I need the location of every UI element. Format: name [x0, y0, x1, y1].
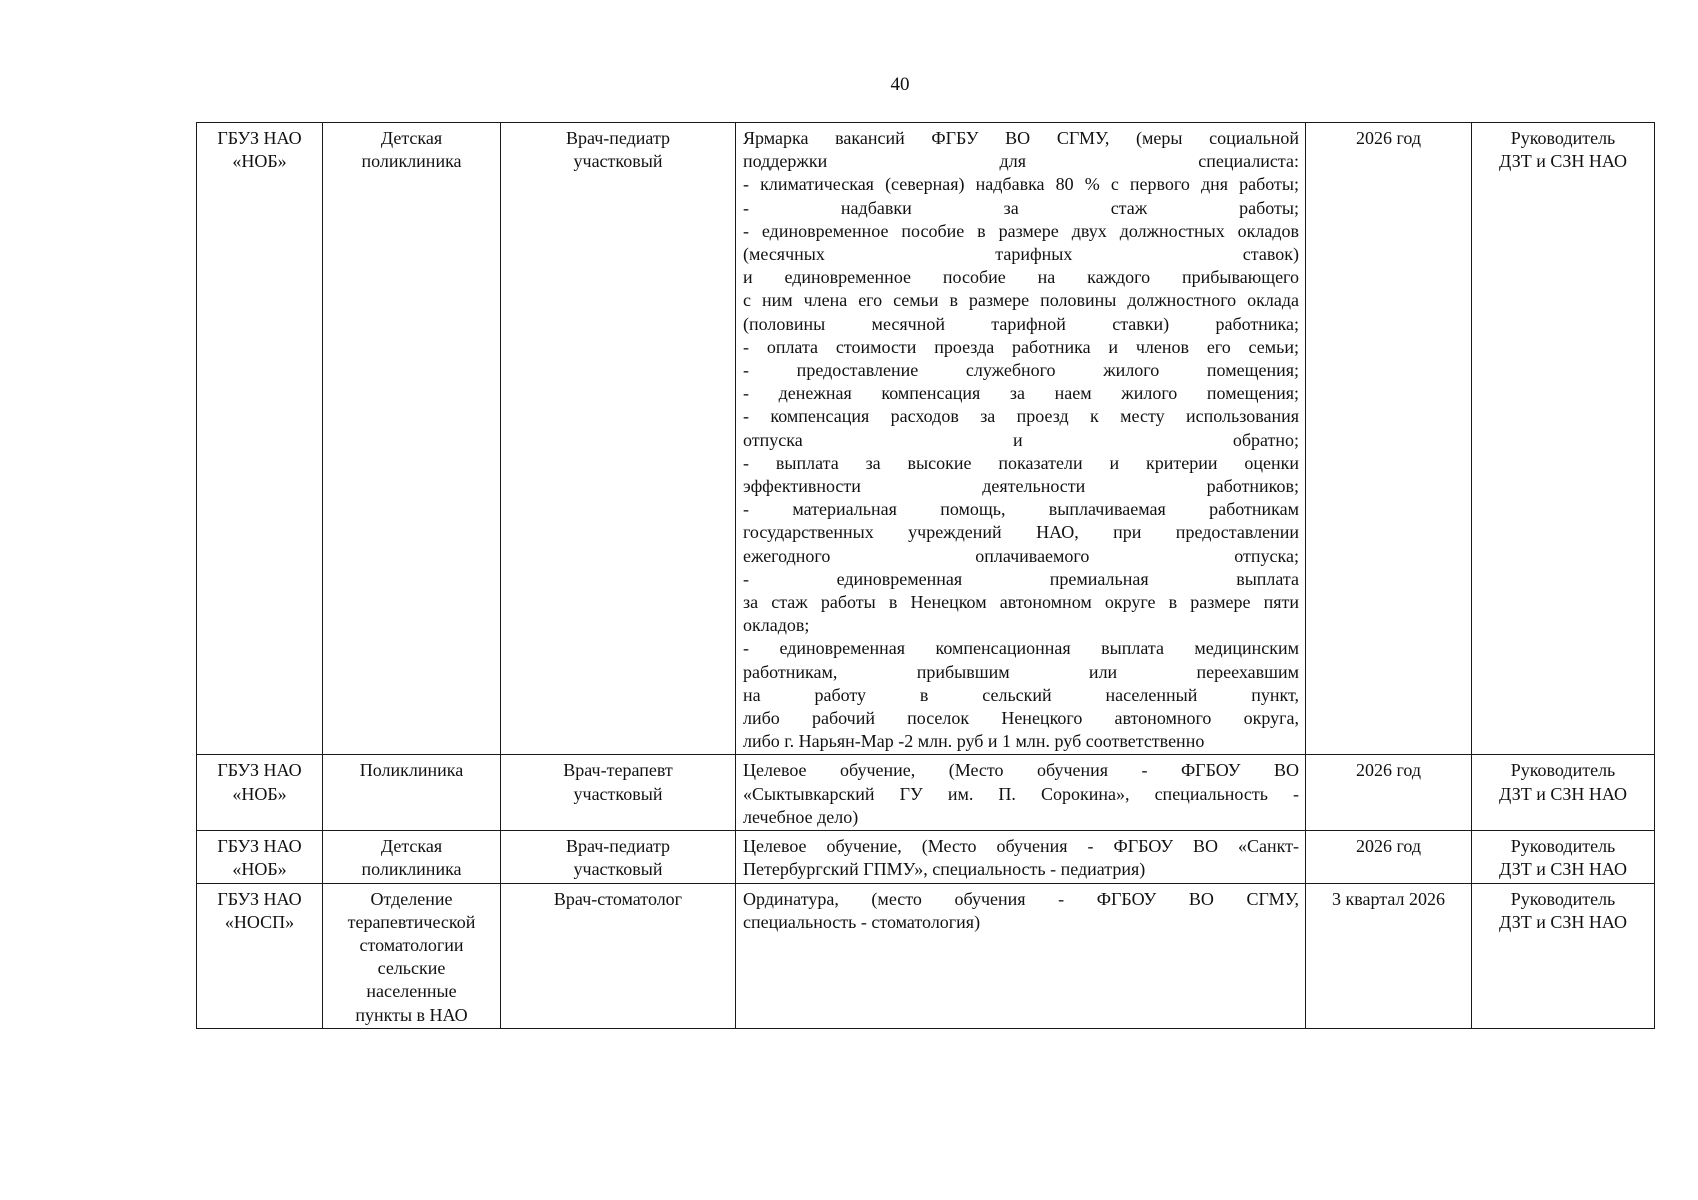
measures-line: Ярмарка вакансий ФГБУ ВО СГМУ, (меры социальной [743, 128, 1299, 148]
measures-line: (половины месячной тарифной ставки) работника; [743, 313, 1299, 334]
table-row [197, 883, 1655, 1028]
unit-line: пункты в НАО [355, 1004, 468, 1025]
measures-line: Целевое обучение, (Место обучения - ФГБОУ ВО [743, 760, 1299, 781]
measures-line: окладов; [743, 615, 810, 636]
measures-line: отпуска и обратно; [743, 429, 1299, 450]
position-cell [501, 831, 736, 883]
measures-line: - предоставление служебного жилого помещения; [743, 360, 1299, 381]
responsible-line: Руководитель [1510, 836, 1616, 857]
position-cell [501, 883, 736, 1028]
org-cell [197, 123, 323, 755]
responsible-line: ДЗТ и СЗН НАО [1499, 151, 1627, 172]
measures-line: - выплата за высокие показатели и критерии оценки [743, 452, 1299, 473]
unit-line: Детская [380, 836, 443, 857]
measures-line: - единовременная премиальная выплата [743, 568, 1299, 589]
measures-table [196, 122, 1655, 1029]
responsible-line: Руководитель [1510, 888, 1616, 909]
org-cell [197, 883, 323, 1028]
unit-cell [323, 123, 501, 755]
org-line: ГБУЗ НАО [217, 760, 302, 781]
position-line: Врач-педиатр [565, 836, 671, 857]
term-line: 2026 год [1355, 760, 1422, 781]
measures-line: - единовременное пособие в размере двух должностных окладов [743, 220, 1299, 241]
term-line: 3 квартал 2026 [1332, 888, 1445, 909]
position-cell [501, 123, 736, 755]
responsible-cell [1472, 755, 1655, 831]
org-cell [197, 831, 323, 883]
org-line: ГБУЗ НАО [217, 836, 302, 857]
responsible-cell [1472, 883, 1655, 1028]
responsible-cell [1472, 831, 1655, 883]
measures-line: с ним члена его семьи в размере половины должностного оклада [743, 290, 1299, 311]
org-line: «НОБ» [232, 783, 287, 804]
responsible-line: ДЗТ и СЗН НАО [1499, 859, 1627, 880]
measures-cell [736, 831, 1306, 883]
position-line: Врач-педиатр [565, 128, 671, 148]
org-line: ГБУЗ НАО [217, 888, 302, 909]
term-cell [1306, 755, 1472, 831]
responsible-line: ДЗТ и СЗН НАО [1499, 911, 1627, 932]
org-line: «НОБ» [232, 151, 287, 172]
measures-line: Ординатура, (место обучения - ФГБОУ ВО СГМУ, [743, 888, 1299, 909]
unit-line: Поликлиника [359, 760, 464, 781]
term-line: 2026 год [1355, 128, 1422, 148]
position-line: Врач-терапевт [563, 760, 673, 781]
measures-line: либо г. Нарьян-Мар -2 млн. руб и 1 млн. руб соответственно [743, 731, 1205, 752]
table-row [197, 831, 1655, 883]
table-row [197, 755, 1655, 831]
measures-line: - компенсация расходов за проезд к месту использования [743, 406, 1299, 427]
unit-line: поликлиника [361, 151, 462, 172]
unit-line: Детская [380, 128, 443, 148]
measures-line: ежегодного оплачиваемого отпуска; [743, 545, 1299, 566]
term-cell [1306, 123, 1472, 755]
measures-line: - материальная помощь, выплачиваемая работникам [743, 499, 1299, 520]
responsible-line: ДЗТ и СЗН НАО [1499, 783, 1627, 804]
position-line: участковый [573, 783, 663, 804]
measures-line: государственных учреждений НАО, при предоставлении [743, 522, 1299, 543]
measures-line: эффективности деятельности работников; [743, 476, 1299, 497]
table-row [197, 123, 1655, 755]
measures-line: специальность - стоматология) [743, 911, 981, 932]
responsible-cell [1472, 123, 1655, 755]
measures-line: поддержки для специалиста: [743, 151, 1299, 172]
responsible-line: Руководитель [1510, 128, 1616, 148]
measures-line: либо рабочий поселок Ненецкого автономного округа, [743, 708, 1299, 729]
measures-line: Петербургский ГПМУ», специальность - педиатрия) [743, 859, 1146, 880]
position-line: участковый [573, 859, 663, 880]
page-number: 40 [890, 74, 910, 95]
position-cell [501, 755, 736, 831]
table-body [197, 123, 1655, 1029]
unit-cell [323, 883, 501, 1028]
org-line: ГБУЗ НАО [217, 128, 302, 148]
term-line: 2026 год [1355, 836, 1422, 857]
measures-line: - единовременная компенсационная выплата медицинским [743, 638, 1299, 659]
unit-line: поликлиника [361, 859, 462, 880]
measures-cell [736, 123, 1306, 755]
measures-line: работникам, прибывшим или переехавшим [743, 661, 1299, 682]
org-cell [197, 755, 323, 831]
measures-line: на работу в сельский населенный пункт, [743, 684, 1299, 705]
measures-line: и единовременное пособие на каждого прибывающего [743, 267, 1299, 288]
responsible-line: Руководитель [1510, 760, 1616, 781]
measures-line: Целевое обучение, (Место обучения - ФГБОУ ВО «Санкт- [743, 836, 1299, 857]
unit-line: Отделение [370, 888, 453, 909]
org-line: «НОСП» [224, 911, 295, 932]
measures-line: - надбавки за стаж работы; [743, 197, 1299, 218]
measures-line: за стаж работы в Ненецком автономном округе в размере пяти [743, 592, 1299, 613]
measures-cell [736, 883, 1306, 1028]
unit-line: сельские [377, 958, 446, 979]
measures-line: «Сыктывкарский ГУ им. П. Сорокина», специальность - [743, 783, 1299, 804]
unit-line: населенные [366, 981, 457, 1002]
position-line: Врач-стоматолог [553, 888, 683, 909]
unit-cell [323, 755, 501, 831]
position-line: участковый [573, 151, 663, 172]
unit-line: стоматологии [359, 934, 464, 955]
unit-cell [323, 831, 501, 883]
term-cell [1306, 883, 1472, 1028]
unit-line: терапевтической [347, 911, 476, 932]
measures-line: - денежная компенсация за наем жилого помещения; [743, 383, 1299, 404]
term-cell [1306, 831, 1472, 883]
measures-line: - оплата стоимости проезда работника и членов его семьи; [743, 336, 1299, 357]
measures-line: лечебное дело) [743, 806, 859, 827]
measures-line: (месячных тарифных ставок) [743, 244, 1299, 265]
measures-line: - климатическая (северная) надбавка 80 % с первого дня работы; [743, 174, 1299, 195]
measures-cell [736, 755, 1306, 831]
org-line: «НОБ» [232, 859, 287, 880]
